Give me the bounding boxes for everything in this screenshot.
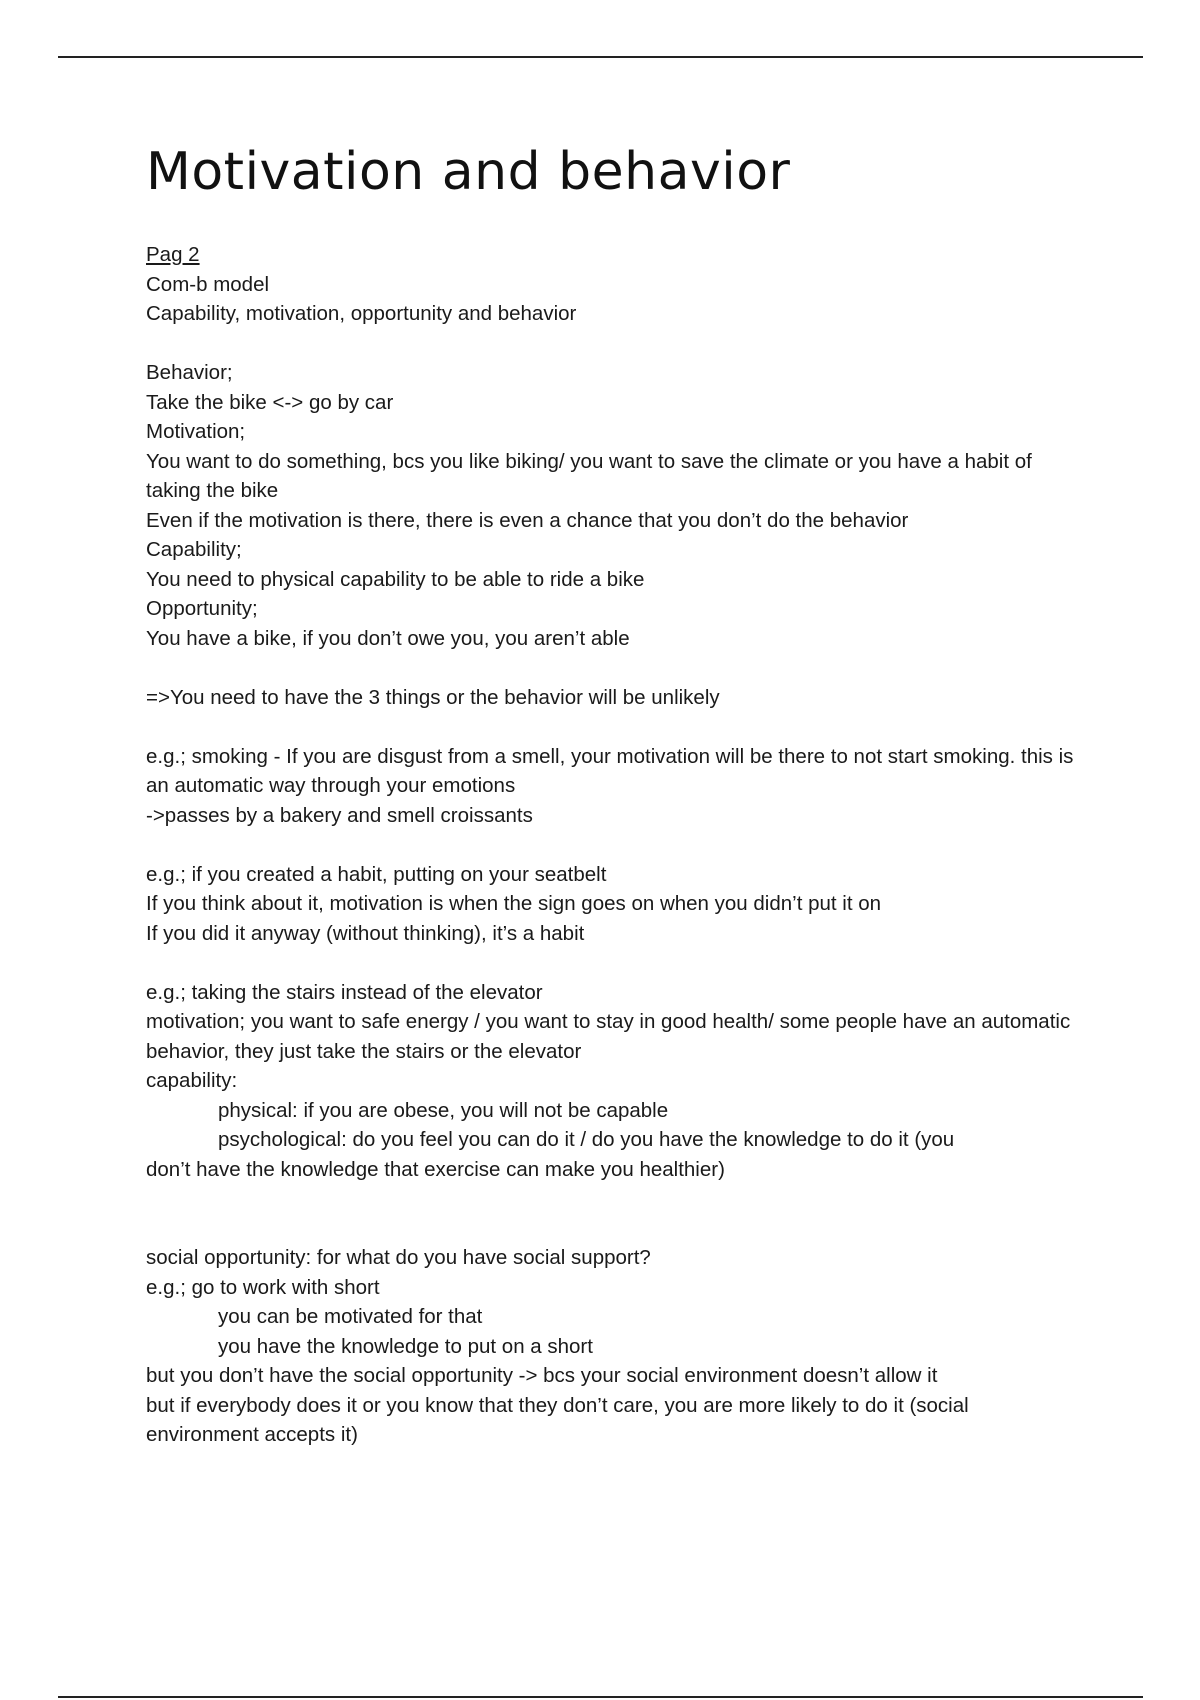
header-rule: [58, 56, 1143, 58]
text-line: don’t have the knowledge that exercise can make you healthier): [146, 1157, 725, 1181]
text-line: You have a bike, if you don’t owe you, you aren’t able: [146, 626, 630, 650]
text-line: =>You need to have the 3 things or the behavior will be unlikely: [146, 685, 720, 709]
page-title: Motivation and behavior: [146, 142, 791, 202]
indented-line: you can be motivated for that: [218, 1305, 483, 1328]
text-line: motivation; you want to safe energy / you want to stay in good health/ some people have an automatic behavior, they just take the stairs or the elevator: [146, 1010, 1071, 1063]
text-line: e.g.; taking the stairs instead of the elevator: [146, 980, 543, 1004]
text-line: You want to do something, bcs you like biking/ you want to save the climate or you have a habit of taking the bike: [146, 449, 1032, 502]
text-line: Even if the motivation is there, there is even a chance that you don’t do the behavior: [146, 508, 909, 532]
footer-rule: [58, 1696, 1143, 1698]
text-line: e.g.; go to work with short: [146, 1275, 380, 1299]
page-reference: Pag 2: [146, 243, 200, 266]
text-line: but if everybody does it or you know that they don’t care, you are more likely to do it (social environment accepts it): [146, 1393, 969, 1446]
text-line: but you don’t have the social opportunity -> bcs your social environment doesn’t allow it: [146, 1364, 938, 1387]
text-line: You need to physical capability to be able to ride a bike: [146, 567, 645, 591]
section-heading: Behavior;: [146, 361, 233, 384]
text-line: If you think about it, motivation is when the sign goes on when you didn’t put it on: [146, 892, 882, 915]
indented-line: physical: if you are obese, you will not be capable: [218, 1098, 669, 1122]
text-line: capability:: [146, 1069, 238, 1092]
text-line: e.g.; if you created a habit, putting on your seatbelt: [146, 862, 607, 886]
indented-line: psychological: do you feel you can do it / do you have the knowledge to do it (you: [218, 1128, 955, 1151]
text-line: Capability, motivation, opportunity and behavior: [146, 302, 577, 325]
text-line: social opportunity: for what do you have social support?: [146, 1246, 651, 1269]
text-line: Take the bike <-> go by car: [146, 390, 394, 414]
document-body: [146, 240, 1076, 1450]
text-line: e.g.; smoking - If you are disgust from a smell, your motivation will be there to not start smoking. this is an automatic way through your emotions: [146, 744, 1074, 797]
section-heading: Capability;: [146, 538, 242, 561]
section-heading: Opportunity;: [146, 597, 258, 620]
indented-line: you have the knowledge to put on a short: [218, 1334, 593, 1358]
text-line: If you did it anyway (without thinking), it’s a habit: [146, 921, 585, 945]
text-line: ->passes by a bakery and smell croissants: [146, 803, 533, 827]
text-line: Com-b model: [146, 272, 270, 296]
section-heading: Motivation;: [146, 420, 246, 443]
